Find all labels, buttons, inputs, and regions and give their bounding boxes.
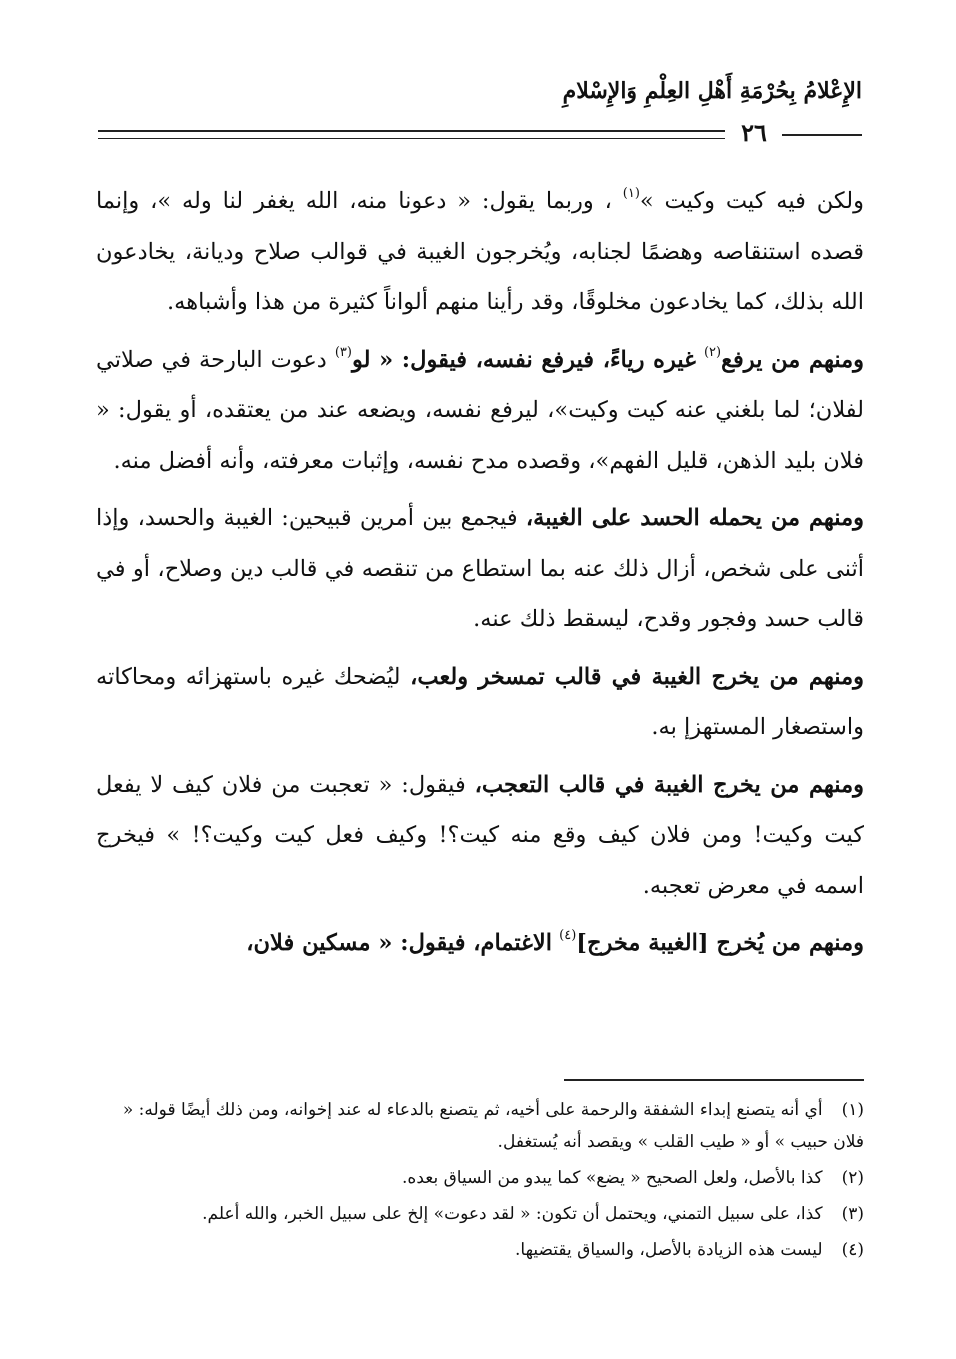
paragraph-lead: ومنهم من يخرج الغيبة في قالب التعجب، [474,771,865,798]
footnote-number: (٢) [841,1168,864,1188]
paragraph-text: فيقول: « تعجبت من فلان كيف لا يفعل كيت وكيت! ومن فلان كيف وقع منه كيت؟! وكيف فعل كيت وكيت؟! » فيخرج اسمه في معرض تعجبه. [96,771,864,899]
footnote-text: كذا بالأصل، ولعل الصحيح « يضع» كما يبدو من السياق بعده. [402,1168,823,1188]
footnote-4 [96,1234,864,1266]
page-number: ٢٦ [741,118,767,147]
paragraph-1 [96,176,864,328]
paragraph-text: ، وربما يقول: « دعونا منه، الله يغفر لنا وله »، وإنما قصده استنقاصه وهضمًا لجنابه، ويُخرجون الغيبة في قوالب صلاح وديانة، يخادعون الله بذلك، كما يخادعون مخلوقًا، وقد رأينا منهم ألواناً كثيرة من هذا وأشباهه. [96,188,864,315]
footnote-number: (١) [841,1100,864,1120]
paragraph-lead: ومنهم من يُخرج [الغيبة مخرج] [576,930,864,956]
header-rule [98,130,725,139]
footnote-text: كذا، على سبيل التمني، ويحتمل أن تكون: « لقد دعوت» إلخ على سبيل الخبر، والله أعلم. [202,1204,823,1224]
body-text [96,176,864,976]
footnote-1 [96,1094,864,1158]
footnote-2 [96,1162,864,1194]
footnote-ref[interactable]: (١) [622,186,640,201]
footnote-number: (٤) [841,1240,864,1260]
paragraph-lead: ومنهم من يخرج الغيبة في قالب تمسخر ولعب، [410,663,864,690]
footnote-text: أي أنه يتصنع إبداء الشفقة والرحمة على أخيه، ثم يتصنع بالدعاء له عند إخوانه، ومن ذلك أيضًا قوله: « فلان حبيب » أو « طيب القلب » ويقصد أنه يُستغفل. [122,1100,864,1152]
paragraph-lead: ومنهم من يحمله الحسد على الغيبة، [525,505,864,531]
paragraph-text: الاغتمام، فيقول: « مسكين فلان، [246,930,552,956]
paragraph-4 [96,652,864,753]
paragraph-5 [96,760,864,912]
running-title: الإِعْلامُ بِحُرْمَةِ أَهْلِ العِلْمِ وَالإِسْلامِ [562,78,862,104]
paragraph-text: دعوت البارحة في صلاتي لفلان؛ لما بلغني عنه كيت وكيت»، ليرفع نفسه، ويضعه عند من يعتقده، أو يقول: « فلان بليد الذهن، قليل الفهم»، وقصده مدح نفسه، وإثبات معرفته، وأنه أفضل منه. [96,346,864,474]
footnote-number: (٣) [841,1204,864,1224]
paragraph-2 [96,335,864,487]
paragraph-text: غيره رياءً، فيرفع نفسه، فيقول: « لو [351,346,696,373]
footnote-ref[interactable]: (٣) [334,344,352,360]
footnote-ref[interactable]: (٢) [703,344,722,360]
footnote-3 [96,1198,864,1230]
paragraph-3 [96,493,864,645]
paragraph-text: ولكن فيه كيت وكيت » [639,188,864,214]
footnote-separator [564,1079,864,1081]
header-rule-short [782,134,862,140]
footnotes [96,1094,864,1270]
paragraph-text: ليُضحك غيره باستهزائه ومحاكاته واستصغار المستهزإ به. [96,663,864,740]
paragraph-text: فيجمع بين أمرين قبيحين: الغيبة والحسد، وإذا أثنى على شخص، أزال ذلك عنه بما استطاع من تنقصه في قالب دين وصلاح، أو في قالب حسد وفجور وقدح، ليسقط ذلك عنه. [96,505,864,632]
paragraph-lead: ومنهم من يرفع [721,346,865,373]
paragraph-6 [96,918,864,969]
footnote-text: ليست هذه الزيادة بالأصل، والسياق يقتضيها. [515,1240,823,1260]
footnote-ref[interactable]: (٤) [559,928,577,943]
